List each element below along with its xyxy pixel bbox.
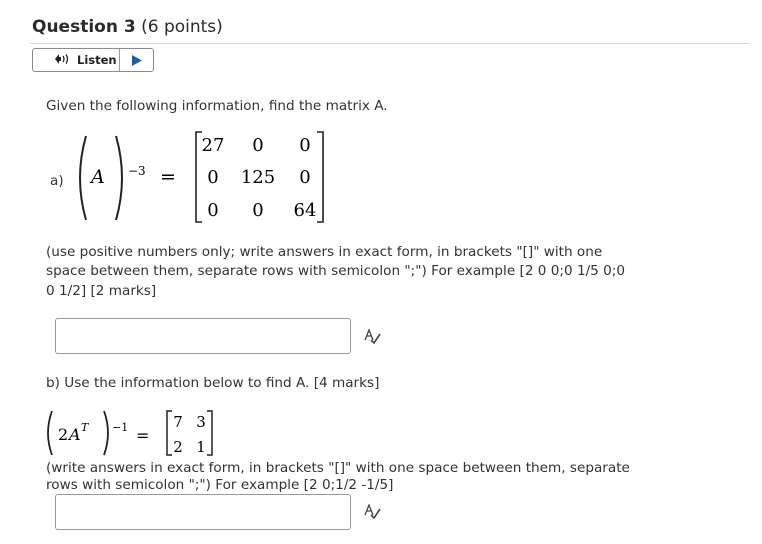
part-b-transpose: T bbox=[81, 421, 89, 434]
listen-widget bbox=[32, 48, 154, 72]
matrix-b-cell: 7 bbox=[173, 413, 183, 431]
part-b-instruction-line: rows with semicolon ";") For example [2 0;1/2 -1/5] bbox=[46, 477, 394, 493]
matrix-b-cell: 3 bbox=[196, 413, 206, 431]
header-divider bbox=[30, 43, 750, 44]
question-points: (6 points) bbox=[141, 17, 223, 37]
spell-check-icon[interactable] bbox=[364, 504, 382, 524]
matrix-a-cell: 0 bbox=[207, 200, 219, 221]
part-a-exponent: −3 bbox=[128, 164, 146, 178]
part-b-exponent: −1 bbox=[112, 421, 129, 434]
part-a-equation bbox=[72, 130, 332, 226]
part-b-equals: = bbox=[136, 426, 150, 445]
left-paren bbox=[48, 411, 52, 455]
matrix-a-right-bracket bbox=[317, 132, 323, 222]
listen-label: Listen bbox=[77, 53, 117, 67]
part-b-coef: 2 bbox=[58, 425, 69, 444]
matrix-a-cell: 125 bbox=[240, 167, 276, 188]
matrix-b-right-bracket bbox=[207, 411, 212, 455]
spell-check-icon[interactable] bbox=[364, 329, 382, 349]
listen-button[interactable] bbox=[33, 49, 120, 71]
matrix-a-cell: 0 bbox=[299, 167, 311, 188]
speaker-icon bbox=[55, 53, 73, 68]
play-icon bbox=[132, 55, 142, 66]
question-label: Question 3 bbox=[32, 17, 136, 37]
part-a-equals: = bbox=[160, 166, 176, 188]
part-a-variable: A bbox=[91, 166, 105, 188]
part-a-instruction-line: (use positive numbers only; write answers in exact form, in brackets "[]" with one bbox=[46, 244, 603, 260]
part-b-label: b) Use the information below to find A. [4 marks] bbox=[46, 375, 380, 391]
play-button[interactable] bbox=[120, 49, 153, 71]
left-paren bbox=[80, 136, 86, 220]
right-paren bbox=[116, 136, 122, 220]
right-paren bbox=[104, 411, 108, 455]
part-a-label: a) bbox=[50, 173, 64, 189]
matrix-b-cell: 2 bbox=[173, 438, 183, 456]
part-a-instruction-line: 0 1/2] [2 marks] bbox=[46, 283, 157, 299]
intro-text: Given the following information, find the matrix A. bbox=[46, 98, 388, 114]
matrix-a-cell: 64 bbox=[293, 200, 317, 221]
part-b-answer-input[interactable] bbox=[55, 494, 351, 530]
part-b-equation bbox=[44, 407, 244, 463]
matrix-b-left-bracket bbox=[167, 411, 172, 455]
matrix-a-cell: 0 bbox=[207, 167, 219, 188]
matrix-b-cell: 1 bbox=[196, 438, 206, 456]
part-b-instruction-line: (write answers in exact form, in brackets "[]" with one space between them, separate bbox=[46, 460, 630, 476]
part-b-variable: A bbox=[69, 425, 81, 444]
part-a-instruction-line: space between them, separate rows with semicolon ";") For example [2 0 0;0 1/5 0;0 bbox=[46, 263, 626, 279]
matrix-a-cell: 0 bbox=[252, 135, 264, 156]
question-title bbox=[32, 17, 223, 37]
matrix-a-cell: 27 bbox=[201, 135, 225, 156]
part-a-answer-input[interactable] bbox=[55, 318, 351, 354]
matrix-a-cell: 0 bbox=[252, 200, 264, 221]
matrix-a-cell: 0 bbox=[299, 135, 311, 156]
